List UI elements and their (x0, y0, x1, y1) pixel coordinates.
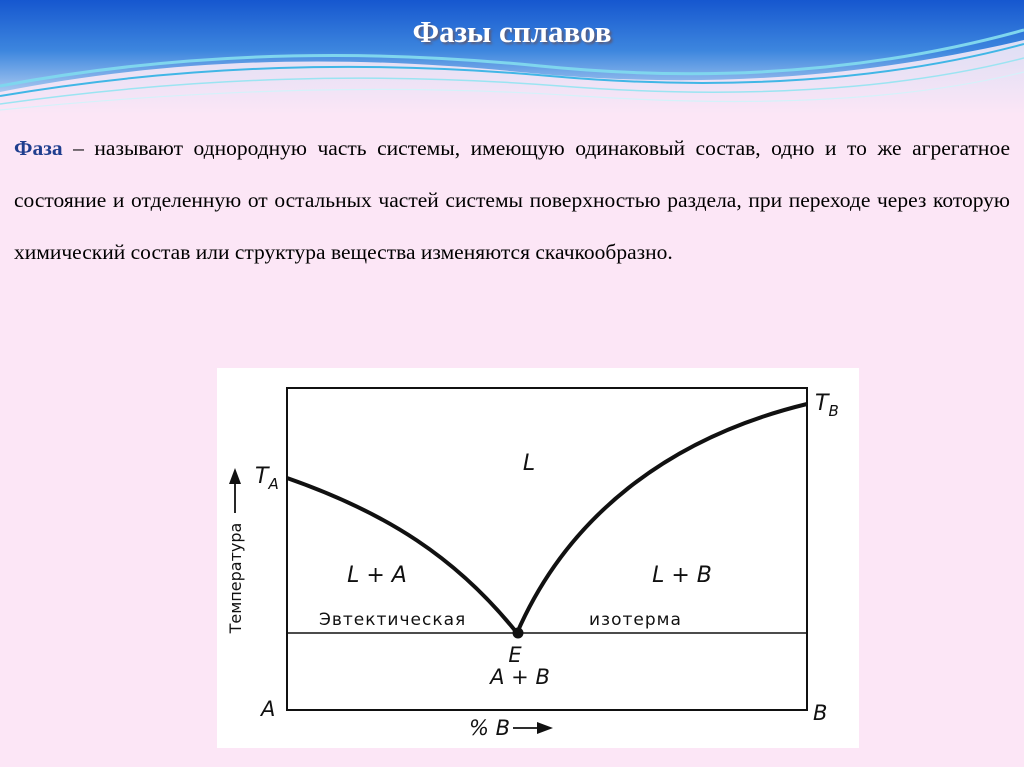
corner-a-label: A (261, 697, 276, 721)
definition-text: – называют однородную часть системы, имеющую одинаковый состав, одно и то же агрегатное состояние и отделенную от остальных частей системы поверхностью раздела, при переходе через которую химический состав или структура вещества изменяются скачкообразно. (14, 136, 1010, 264)
x-axis-label: % B (469, 716, 511, 740)
region-solid-label: A + B (490, 665, 550, 689)
definition-paragraph (14, 122, 1010, 278)
region-liquid-label: L (522, 451, 536, 476)
isotherm-right-label: изотерма (589, 610, 682, 630)
right-arrow-icon (513, 722, 553, 734)
slide-title: Фазы сплавов (412, 14, 612, 49)
tb-label: $T_B$ (815, 391, 839, 420)
term-highlight: Фаза (14, 136, 63, 160)
up-arrow-icon (229, 468, 241, 513)
isotherm-left-label: Эвтектическая (319, 610, 467, 630)
y-axis-label: Температура (226, 522, 245, 634)
region-right-label: L + B (652, 563, 712, 588)
eutectic-point-marker (513, 628, 524, 639)
eutectic-point-label: E (508, 643, 522, 667)
diagram-frame (287, 388, 807, 710)
liquidus-right-curve (517, 404, 807, 633)
ta-label: $T_A$ (255, 464, 279, 493)
eutectic-phase-diagram (217, 368, 859, 748)
corner-b-label: B (813, 701, 828, 725)
region-left-label: L + A (347, 563, 407, 588)
